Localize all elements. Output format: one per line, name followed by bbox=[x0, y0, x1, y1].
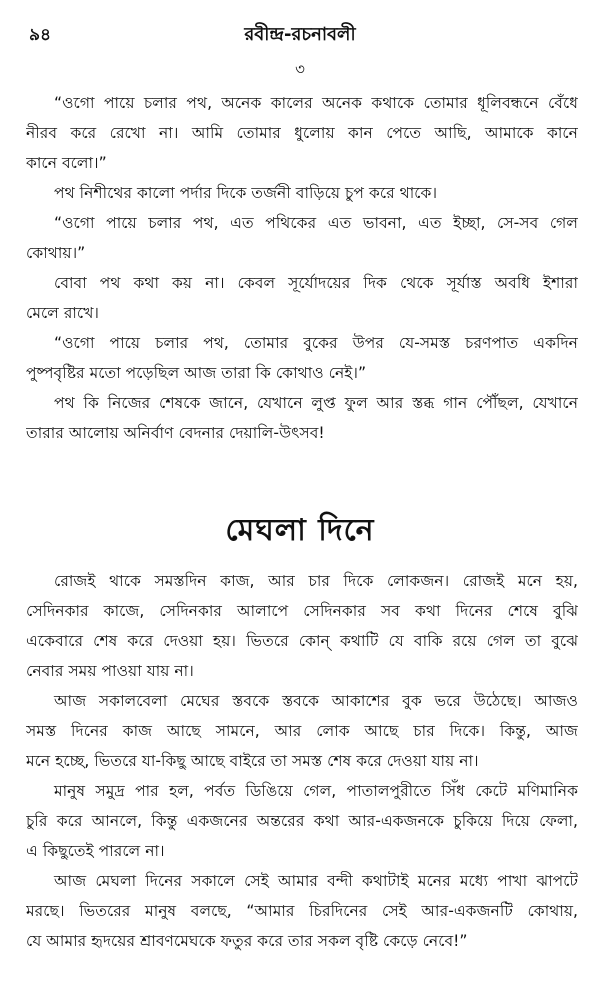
text-line: তারার আলোয় অনির্বাণ বেদনার দেয়ালি-উৎসব! bbox=[26, 424, 325, 442]
text-line: একেবারে শেষ করে দেওয়া হয়। ভিতরে কোন্ কথাটি যে বাকি রয়ে গেল তা বুঝে bbox=[26, 632, 578, 650]
section-body bbox=[26, 88, 578, 448]
text-line: পথ নিশীথের কালো পর্দার দিকে তর্জনী বাড়িয়ে চুপ করে থাকে। bbox=[54, 184, 438, 202]
text-line: আজ সকালবেলা মেঘের স্তবকে স্তবকে আকাশের বুক ভরে উঠেছে। আজও bbox=[54, 692, 578, 710]
text-line: মেলে রাখে। bbox=[26, 304, 100, 322]
text-line: পুষ্পবৃষ্টির মতো পড়েছিল আজ তারা কি কোথাও নেই।” bbox=[26, 364, 367, 382]
text-line: যে আমার হৃদয়ের শ্রাবণমেঘকে ফতুর করে তার সকল বৃষ্টি কেড়ে নেবে!” bbox=[26, 932, 468, 950]
text-line: “ওগো পায়ে চলার পথ, তোমার বুকের উপর যে-সমস্ত চরণপাত একদিন bbox=[54, 334, 578, 352]
text-line: কোথায়।” bbox=[26, 244, 86, 262]
text-line: মনে হচ্ছে, ভিতরে যা-কিছু আছে বাইরে তা সমস্ত শেষ করে দেওয়া যায় না। bbox=[26, 752, 479, 770]
text-line: নীরব করে রেখো না। আমি তোমার ধুলোয় কান পেতে আছি, আমাকে কানে bbox=[26, 124, 578, 142]
chapter-body bbox=[26, 566, 578, 956]
section-number: ৩ bbox=[295, 60, 305, 78]
chapter-title: মেঘলা দিনে bbox=[225, 513, 375, 548]
page-number: ৯৪ bbox=[29, 25, 52, 45]
text-line: “ওগো পায়ে চলার পথ, এত পথিকের এত ভাবনা, এত ইচ্ছা, সে-সব গেল bbox=[54, 214, 578, 232]
text-line: নেবার সময় পাওয়া যায় না। bbox=[26, 662, 194, 680]
text-line: কানে বলো।” bbox=[26, 154, 107, 172]
running-header-title: রবীন্দ্র-রচনাবলী bbox=[244, 24, 356, 45]
text-line: চুরি করে আনলে, কিন্তু একজনের অন্তরের কথা আর-একজনকে চুকিয়ে দিয়ে ফেলা, bbox=[26, 812, 578, 830]
text-line: আজ মেঘলা দিনের সকালে সেই আমার বন্দী কথাটাই মনের মধ্যে পাখা ঝাপটে bbox=[54, 872, 578, 890]
text-line: বোবা পথ কথা কয় না। কেবল সূর্যোদয়ের দিক থেকে সূর্যাস্ত অবধি ইশারা bbox=[54, 274, 578, 292]
text-line: মানুষ সমুদ্র পার হল, পর্বত ডিঙিয়ে গেল, পাতালপুরীতে সিঁধ কেটে মণিমানিক bbox=[54, 782, 578, 800]
text-line: পথ কি নিজের শেষকে জানে, যেখানে লুপ্ত ফুল আর স্তব্ধ গান পৌঁছল, যেখানে bbox=[54, 394, 578, 412]
text-line: রোজই থাকে সমস্তদিন কাজ, আর চার দিকে লোকজন। রোজই মনে হয়, bbox=[54, 572, 578, 590]
text-line: এ কিছুতেই পারলে না। bbox=[26, 842, 165, 860]
text-line: মরছে। ভিতরের মানুষ বলছে, “আমার চিরদিনের সেই আর-একজনটি কোথায়, bbox=[26, 902, 578, 920]
text-line: সমস্ত দিনের কাজ আছে সামনে, আর লোক আছে চার দিকে। কিন্তু, আজ bbox=[26, 722, 578, 740]
text-line: সেদিনকার কাজে, সেদিনকার আলাপে সেদিনকার সব কথা দিনের শেষে বুঝি bbox=[26, 602, 578, 620]
text-line: “ওগো পায়ে চলার পথ, অনেক কালের অনেক কথাকে তোমার ধূলিবন্ধনে বেঁধে bbox=[54, 94, 578, 112]
